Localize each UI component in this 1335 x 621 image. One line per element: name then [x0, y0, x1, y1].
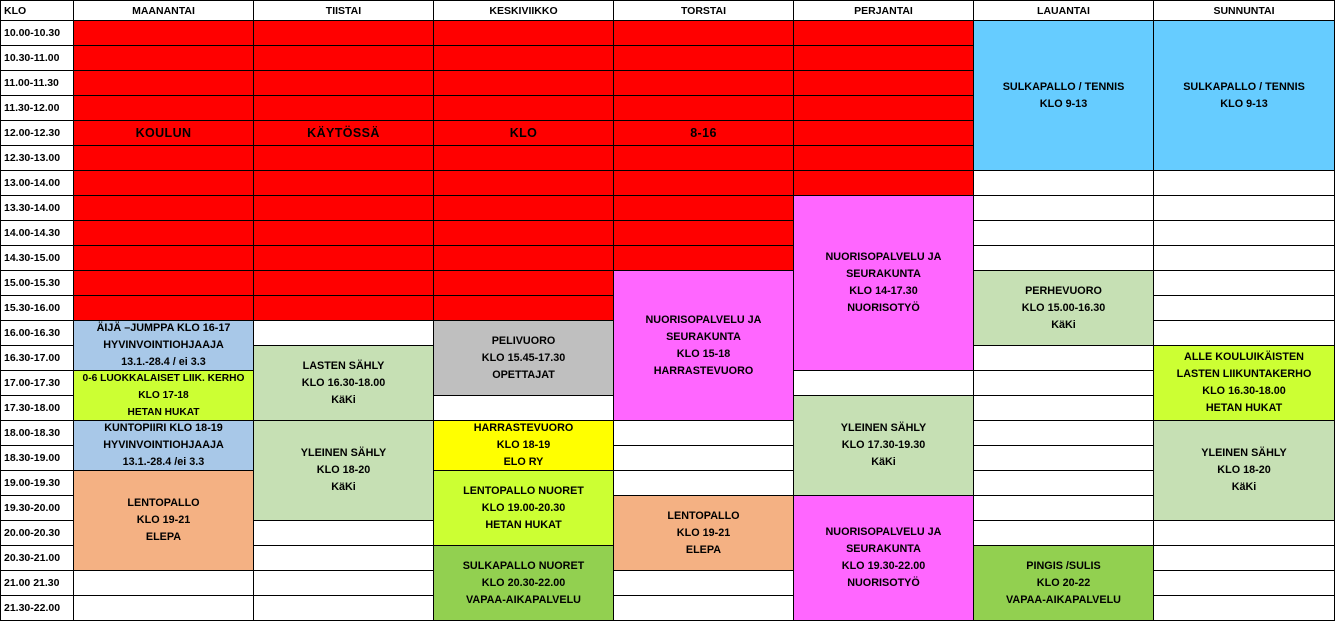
time-slot-label: 12.00-12.30: [0, 120, 74, 146]
activity-block: [973, 20, 1154, 171]
school-use-slot: [433, 245, 614, 271]
activity-line: 0-6 LUOKKALAISET LIIK. KERHO: [82, 373, 245, 384]
activity-line: KLO 20.30-22.00: [481, 576, 566, 589]
activity-line: KLO 16.30-18.00: [1202, 385, 1286, 397]
time-slot-label: 18.00-18.30: [0, 420, 74, 446]
school-use-slot: [793, 70, 974, 96]
activity-line: KLO 18-20: [316, 464, 371, 476]
empty-slot: [613, 595, 794, 621]
empty-slot: [613, 420, 794, 446]
activity-line: SEURAKUNTA: [666, 330, 741, 343]
empty-slot: [973, 245, 1154, 271]
school-use-slot: [613, 145, 794, 171]
activity-block: [433, 320, 614, 396]
activity-line: VAPAA-AIKAPALVELU: [466, 593, 581, 606]
empty-slot: [1153, 570, 1335, 596]
school-use-slot: [613, 120, 794, 146]
activity-line: KäKi: [331, 393, 356, 406]
activity-line: PINGIS /SULIS: [1026, 559, 1101, 572]
activity-line: KLO 15.00-16.30: [1021, 301, 1106, 314]
school-use-slot: [253, 295, 434, 321]
activity-block: [433, 470, 614, 546]
empty-slot: [253, 520, 434, 546]
activity-line: NUORISOPALVELU JA: [825, 251, 942, 263]
activity-block: [613, 270, 794, 421]
school-use-slot: [613, 220, 794, 246]
activity-line: HETAN HUKAT: [1205, 402, 1283, 414]
school-use-slot: [253, 70, 434, 96]
time-slot-label: 20.30-21.00: [0, 545, 74, 571]
activity-line: KLO 19.30-22.00: [841, 560, 926, 572]
activity-line: YLEINEN SÄHLY: [840, 422, 927, 434]
empty-slot: [73, 595, 254, 621]
empty-slot: [973, 345, 1154, 371]
time-slot-label: 21.30-22.00: [0, 595, 74, 621]
empty-slot: [613, 445, 794, 471]
empty-slot: [1153, 245, 1335, 271]
activity-line: LASTEN LIIKUNTAKERHO: [1176, 368, 1312, 380]
time-slot-label: 19.00-19.30: [0, 470, 74, 496]
activity-block: [973, 270, 1154, 346]
empty-slot: [973, 495, 1154, 521]
activity-block: [73, 470, 254, 571]
activity-line: NUORISOPALVELU JA: [645, 313, 762, 326]
activity-block: [613, 495, 794, 571]
school-use-slot: [793, 170, 974, 196]
empty-slot: [253, 595, 434, 621]
time-slot-label: 10.00-10.30: [0, 20, 74, 46]
activity-line: LENTOPALLO: [127, 497, 200, 509]
school-use-slot: [253, 20, 434, 46]
school-use-slot: [73, 20, 254, 46]
time-slot-label: 14.00-14.30: [0, 220, 74, 246]
activity-block: [1153, 20, 1335, 171]
empty-slot: [973, 220, 1154, 246]
day-header: TIISTAI: [253, 0, 434, 21]
empty-slot: [973, 395, 1154, 421]
school-use-slot: [253, 195, 434, 221]
school-use-label: KÄYTÖSSÄ: [307, 126, 380, 140]
time-slot-label: 10.30-11.00: [0, 45, 74, 71]
day-header: KESKIVIIKKO: [433, 0, 614, 21]
activity-line: PERHEVUORO: [1025, 284, 1102, 297]
school-use-slot: [433, 95, 614, 121]
activity-block: [433, 420, 614, 471]
empty-slot: [433, 395, 614, 421]
activity-line: KäKi: [331, 481, 356, 493]
school-use-label: KOULUN: [135, 126, 192, 140]
school-use-slot: [433, 195, 614, 221]
empty-slot: [1153, 295, 1335, 321]
time-slot-label: 20.00-20.30: [0, 520, 74, 546]
empty-slot: [973, 420, 1154, 446]
empty-slot: [1153, 220, 1335, 246]
activity-line: KLO 19-21: [676, 526, 731, 539]
activity-block: [1153, 420, 1335, 521]
activity-line: SEURAKUNTA: [846, 268, 921, 280]
activity-line: KLO 18-19: [496, 439, 551, 451]
activity-line: KLO 9-13: [1039, 97, 1088, 110]
activity-line: 13.1.-28.4 / ei 3.3: [121, 356, 206, 368]
empty-slot: [1153, 320, 1335, 346]
activity-line: YLEINEN SÄHLY: [300, 447, 387, 459]
school-use-slot: [793, 145, 974, 171]
activity-block: [793, 395, 974, 496]
empty-slot: [973, 520, 1154, 546]
school-use-slot: [793, 20, 974, 46]
activity-line: KLO 16.30-18.00: [301, 376, 386, 389]
time-slot-label: 21.00 21.30: [0, 570, 74, 596]
school-use-slot: [613, 95, 794, 121]
activity-line: ALLE KOULUIKÄISTEN: [1184, 351, 1304, 363]
activity-block: [253, 420, 434, 521]
school-use-slot: [613, 245, 794, 271]
empty-slot: [973, 170, 1154, 196]
school-use-slot: [433, 20, 614, 46]
empty-slot: [73, 570, 254, 596]
school-use-slot: [433, 270, 614, 296]
activity-line: SEURAKUNTA: [846, 543, 921, 555]
school-use-slot: [793, 45, 974, 71]
activity-line: HARRASTEVUORO: [473, 422, 574, 434]
activity-line: LENTOPALLO: [667, 509, 740, 522]
time-slot-label: 14.30-15.00: [0, 245, 74, 271]
activity-line: KäKi: [1051, 318, 1076, 331]
empty-slot: [1153, 270, 1335, 296]
activity-line: KLO 14-17.30: [849, 285, 918, 297]
activity-line: HYVINVOINTIOHJAAJA: [103, 339, 224, 351]
school-use-label: KLO: [509, 126, 538, 140]
school-use-slot: [73, 220, 254, 246]
school-use-slot: [613, 20, 794, 46]
school-use-slot: [253, 220, 434, 246]
day-header: TORSTAI: [613, 0, 794, 21]
activity-line: NUORISOTYÖ: [847, 577, 920, 589]
school-use-slot: [253, 170, 434, 196]
time-slot-label: 17.30-18.00: [0, 395, 74, 421]
activity-line: ELEPA: [685, 543, 722, 556]
school-use-slot: [433, 70, 614, 96]
empty-slot: [973, 195, 1154, 221]
activity-line: KUNTOPIIRI KLO 18-19: [104, 422, 223, 434]
empty-slot: [793, 370, 974, 396]
empty-slot: [1153, 170, 1335, 196]
empty-slot: [1153, 520, 1335, 546]
school-use-slot: [433, 295, 614, 321]
school-use-slot: [73, 120, 254, 146]
school-use-slot: [253, 45, 434, 71]
activity-block: [1153, 345, 1335, 421]
time-slot-label: 17.00-17.30: [0, 370, 74, 396]
day-header: LAUANTAI: [973, 0, 1154, 21]
school-use-slot: [73, 270, 254, 296]
activity-line: KLO 19-21: [136, 514, 191, 526]
school-use-slot: [613, 195, 794, 221]
activity-line: YLEINEN SÄHLY: [1201, 447, 1287, 459]
activity-block: [433, 545, 614, 621]
school-use-slot: [253, 270, 434, 296]
school-use-slot: [73, 295, 254, 321]
school-use-slot: [73, 45, 254, 71]
empty-slot: [1153, 595, 1335, 621]
school-use-slot: [73, 70, 254, 96]
school-use-slot: [73, 170, 254, 196]
activity-line: LASTEN SÄHLY: [302, 359, 385, 372]
activity-line: KLO 17-18: [138, 390, 189, 401]
school-use-slot: [613, 45, 794, 71]
activity-line: ÄIJÄ –JUMPPA KLO 16-17: [96, 322, 231, 334]
empty-slot: [1153, 545, 1335, 571]
school-use-slot: [433, 145, 614, 171]
school-use-slot: [793, 120, 974, 146]
time-slot-label: 13.30-14.00: [0, 195, 74, 221]
day-header: MAANANTAI: [73, 0, 254, 21]
activity-line: ELO RY: [503, 456, 544, 468]
school-use-slot: [73, 195, 254, 221]
activity-line: KLO 9-13: [1220, 97, 1268, 110]
school-use-slot: [613, 70, 794, 96]
activity-line: KLO 15-18: [676, 347, 731, 360]
empty-slot: [253, 320, 434, 346]
empty-slot: [973, 445, 1154, 471]
school-use-slot: [433, 120, 614, 146]
empty-slot: [253, 545, 434, 571]
time-slot-label: 15.30-16.00: [0, 295, 74, 321]
school-use-label: 8-16: [690, 126, 717, 140]
school-use-slot: [613, 170, 794, 196]
activity-line: KLO 15.45-17.30: [481, 351, 566, 364]
activity-block: [73, 320, 254, 371]
school-use-slot: [793, 95, 974, 121]
empty-slot: [973, 370, 1154, 396]
activity-block: [253, 345, 434, 421]
activity-line: HETAN HUKAT: [127, 407, 200, 418]
empty-slot: [1153, 195, 1335, 221]
activity-line: VAPAA-AIKAPALVELU: [1006, 593, 1121, 606]
activity-line: NUORISOTYÖ: [847, 302, 920, 314]
time-slot-label: 12.30-13.00: [0, 145, 74, 171]
activity-line: HETAN HUKAT: [485, 518, 562, 531]
school-use-slot: [253, 145, 434, 171]
activity-line: 13.1.-28.4 /ei 3.3: [122, 456, 205, 468]
activity-block: [973, 545, 1154, 621]
activity-line: SULKAPALLO NUORET: [462, 559, 585, 572]
activity-line: KLO 19.00-20.30: [481, 501, 566, 514]
time-slot-label: 16.00-16.30: [0, 320, 74, 346]
empty-slot: [613, 570, 794, 596]
activity-block: [793, 195, 974, 371]
activity-line: KLO 18-20: [1217, 464, 1271, 476]
day-header: PERJANTAI: [793, 0, 974, 21]
activity-line: HARRASTEVUORO: [653, 364, 754, 377]
activity-line: LENTOPALLO NUORET: [463, 484, 584, 497]
school-use-slot: [253, 245, 434, 271]
activity-line: KLO 20-22: [1036, 576, 1091, 589]
time-slot-label: 13.00-14.00: [0, 170, 74, 196]
time-column-header: KLO: [0, 0, 74, 21]
school-use-slot: [433, 220, 614, 246]
time-slot-label: 11.30-12.00: [0, 95, 74, 121]
activity-line: NUORISOPALVELU JA: [825, 526, 942, 538]
school-use-slot: [73, 245, 254, 271]
activity-line: SULKAPALLO / TENNIS: [1183, 80, 1305, 93]
time-slot-label: 19.30-20.00: [0, 495, 74, 521]
school-use-slot: [73, 95, 254, 121]
activity-block: [73, 420, 254, 471]
empty-slot: [253, 570, 434, 596]
school-use-slot: [433, 170, 614, 196]
activity-line: PELIVUORO: [491, 334, 556, 347]
time-slot-label: 18.30-19.00: [0, 445, 74, 471]
activity-line: KLO 17.30-19.30: [841, 439, 926, 451]
school-use-slot: [253, 95, 434, 121]
school-use-slot: [433, 45, 614, 71]
time-slot-label: 15.00-15.30: [0, 270, 74, 296]
activity-line: HYVINVOINTIOHJAAJA: [103, 439, 224, 451]
activity-block: [73, 370, 254, 421]
time-slot-label: 11.00-11.30: [0, 70, 74, 96]
activity-line: SULKAPALLO / TENNIS: [1002, 80, 1125, 93]
empty-slot: [973, 470, 1154, 496]
school-use-slot: [73, 145, 254, 171]
empty-slot: [613, 470, 794, 496]
time-slot-label: 16.30-17.00: [0, 345, 74, 371]
activity-line: KäKi: [871, 456, 896, 468]
day-header: SUNNUNTAI: [1153, 0, 1335, 21]
activity-line: OPETTAJAT: [492, 368, 555, 381]
activity-line: ELEPA: [145, 531, 182, 543]
activity-line: KäKi: [1231, 481, 1257, 493]
school-use-slot: [253, 120, 434, 146]
activity-block: [793, 495, 974, 621]
